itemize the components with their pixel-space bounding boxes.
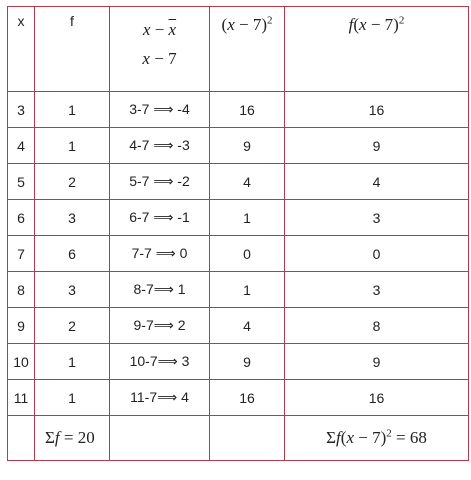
header-square-formula xyxy=(210,7,284,35)
sum-fs-exp: 2 xyxy=(386,427,392,440)
cell-square: 16 xyxy=(210,380,285,416)
footer-x-empty xyxy=(8,416,35,461)
footer-square-empty xyxy=(210,416,285,461)
sum-f-value: = 20 xyxy=(59,428,95,447)
cell-f: 1 xyxy=(35,128,110,164)
header-row xyxy=(8,7,469,92)
table-row xyxy=(8,200,469,236)
cell-f: 3 xyxy=(35,200,110,236)
header-f-label: f xyxy=(70,13,74,29)
header-square-open: ( xyxy=(221,15,228,34)
cell-f: 3 xyxy=(35,272,110,308)
cell-deviation: 8-7⟹ 1 xyxy=(110,272,210,308)
cell-x: 9 xyxy=(8,308,35,344)
sigma-symbol: Σ xyxy=(326,428,337,447)
cell-square: 4 xyxy=(210,164,285,200)
sum-fs-mid: − 7) xyxy=(354,428,387,447)
cell-deviation: 5-7 ⟹ -2 xyxy=(110,164,210,200)
cell-x: 11 xyxy=(8,380,35,416)
cell-square: 4 xyxy=(210,308,285,344)
header-deviation-mean: $\overline{x}$ xyxy=(168,20,177,39)
table-row xyxy=(8,164,469,200)
cell-f: 2 xyxy=(35,164,110,200)
cell-f-square: 9 xyxy=(285,128,469,164)
header-f-square-rest: − 7) xyxy=(366,15,399,34)
header-f-square-open: ( xyxy=(353,15,360,34)
footer-row xyxy=(8,416,469,461)
header-x-label: x xyxy=(17,13,25,29)
header-f-square xyxy=(285,7,469,92)
cell-deviation: 10-7⟹ 3 xyxy=(110,344,210,380)
cell-f: 1 xyxy=(35,344,110,380)
cell-x: 6 xyxy=(8,200,35,236)
sum-fs-open: ( xyxy=(340,428,347,447)
footer-deviation-empty xyxy=(110,416,210,461)
cell-x: 7 xyxy=(8,236,35,272)
header-deviation-seven: 7 xyxy=(168,49,177,68)
cell-f: 2 xyxy=(35,308,110,344)
header-f xyxy=(35,7,110,92)
header-square-rest: − 7) xyxy=(234,15,267,34)
cell-f-square: 9 xyxy=(285,344,469,380)
sum-fs-value: = 68 xyxy=(391,428,427,447)
cell-square: 9 xyxy=(210,128,285,164)
header-deviation-line1 xyxy=(143,20,176,39)
header-f-square-var: x xyxy=(359,15,367,34)
cell-square: 9 xyxy=(210,344,285,380)
cell-deviation: 11-7⟹ 4 xyxy=(110,380,210,416)
cell-f: 6 xyxy=(35,236,110,272)
cell-deviation: 6-7 ⟹ -1 xyxy=(110,200,210,236)
header-deviation-minus-2: − xyxy=(154,49,164,68)
cell-square: 1 xyxy=(210,272,285,308)
header-f-square-exp: 2 xyxy=(398,14,405,27)
cell-f-square: 16 xyxy=(285,380,469,416)
header-deviation-formula xyxy=(110,7,209,73)
header-deviation-minus: − xyxy=(154,20,165,39)
cell-f-square: 3 xyxy=(285,200,469,236)
cell-f-square: 3 xyxy=(285,272,469,308)
header-square-var: x xyxy=(227,15,235,34)
header-f-square-formula xyxy=(285,7,468,35)
header-square xyxy=(210,7,285,92)
sigma-symbol: Σ xyxy=(45,428,55,447)
cell-f: 1 xyxy=(35,380,110,416)
sum-f-square-formula xyxy=(285,428,468,448)
cell-deviation: 9-7⟹ 2 xyxy=(110,308,210,344)
cell-square: 0 xyxy=(210,236,285,272)
sum-f-var: f xyxy=(54,428,60,447)
cell-x: 5 xyxy=(8,164,35,200)
sum-fs-f: f xyxy=(336,428,341,447)
header-deviation-var: x xyxy=(142,20,151,39)
header-deviation-var-2: x xyxy=(142,49,150,68)
cell-f-square: 16 xyxy=(285,92,469,128)
footer-sum-f xyxy=(35,416,110,461)
table-row xyxy=(8,92,469,128)
cell-x: 10 xyxy=(8,344,35,380)
cell-deviation: 7-7 ⟹ 0 xyxy=(110,236,210,272)
table-row xyxy=(8,344,469,380)
header-x xyxy=(8,7,35,92)
cell-square: 1 xyxy=(210,200,285,236)
cell-f-square: 8 xyxy=(285,308,469,344)
header-f-square-f: f xyxy=(348,15,354,34)
sum-fs-var: x xyxy=(346,428,354,447)
cell-x: 4 xyxy=(8,128,35,164)
table-row xyxy=(8,380,469,416)
cell-square: 16 xyxy=(210,92,285,128)
sum-f-formula xyxy=(35,428,109,448)
cell-f: 1 xyxy=(35,92,110,128)
header-square-exp: 2 xyxy=(266,14,273,27)
table-row xyxy=(8,236,469,272)
cell-deviation: 3-7 ⟹ -4 xyxy=(110,92,210,128)
cell-f-square: 0 xyxy=(285,236,469,272)
header-deviation xyxy=(110,7,210,92)
header-deviation-line2 xyxy=(142,49,176,68)
table-row xyxy=(8,272,469,308)
cell-x: 3 xyxy=(8,92,35,128)
footer-sum-f-square xyxy=(285,416,469,461)
table-row xyxy=(8,308,469,344)
cell-deviation: 4-7 ⟹ -3 xyxy=(110,128,210,164)
frequency-table xyxy=(7,6,469,461)
table-row xyxy=(8,128,469,164)
cell-x: 8 xyxy=(8,272,35,308)
cell-f-square: 4 xyxy=(285,164,469,200)
